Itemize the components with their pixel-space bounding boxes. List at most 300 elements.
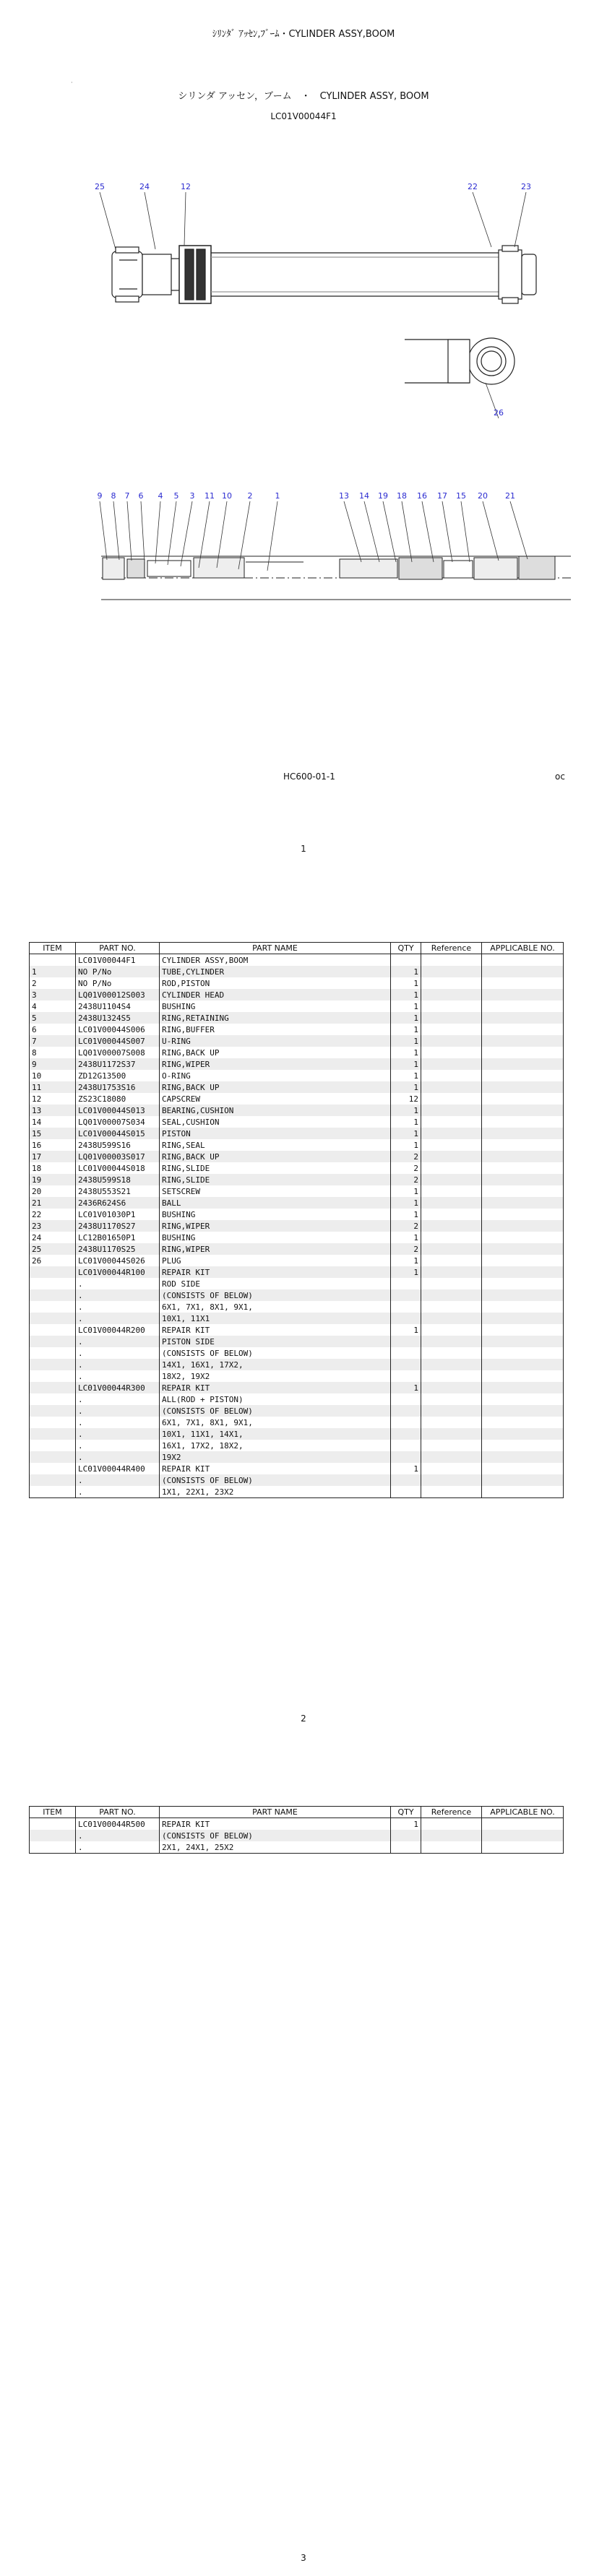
cell-qty	[391, 1301, 421, 1313]
cell-part-no: LC01V00044S007	[76, 1035, 160, 1047]
cell-item: 23	[30, 1220, 76, 1232]
cell-item	[30, 1486, 76, 1498]
cell-item	[30, 1289, 76, 1301]
cell-qty	[391, 1417, 421, 1428]
cell-qty	[391, 1289, 421, 1301]
table-row	[30, 1405, 564, 1417]
table-row	[30, 1024, 564, 1035]
cell-part-no: .	[76, 1841, 160, 1854]
cell-item: 4	[30, 1000, 76, 1012]
cell-reference	[421, 1440, 482, 1451]
cell-part-name: CYLINDER ASSY,BOOM	[160, 954, 391, 967]
cell-reference	[421, 1139, 482, 1151]
callout-number: 25	[95, 182, 105, 191]
callout-number: 14	[359, 491, 369, 501]
cell-applicable-no	[482, 1266, 564, 1278]
cell-reference	[421, 1474, 482, 1486]
cell-reference	[421, 1232, 482, 1243]
cell-reference	[421, 1128, 482, 1139]
cell-part-no: 2438U1170S27	[76, 1220, 160, 1232]
callout-number: 2	[247, 491, 253, 501]
cell-reference	[421, 1243, 482, 1255]
cylinder-section-view	[101, 556, 571, 600]
cell-applicable-no	[482, 1417, 564, 1428]
cell-item: 24	[30, 1232, 76, 1243]
cell-part-name: 19X2	[160, 1451, 391, 1463]
cell-part-no: LQ01V00007S034	[76, 1116, 160, 1128]
callout-leader-line	[100, 501, 107, 560]
cell-part-name: RING,RETAINING	[160, 1012, 391, 1024]
cell-item	[30, 1841, 76, 1854]
cell-part-name: BUSHING	[160, 1000, 391, 1012]
drawing-subtitle: シリンダ アッセン，ブーム ・ CYLINDER ASSY, BOOM	[178, 91, 429, 102]
callout-number: 4	[158, 491, 163, 501]
cell-item: 19	[30, 1174, 76, 1185]
cylinder-end-view	[405, 338, 515, 384]
cell-applicable-no	[482, 1197, 564, 1209]
cell-qty: 2	[391, 1243, 421, 1255]
cell-qty: 2	[391, 1162, 421, 1174]
cell-applicable-no	[482, 1830, 564, 1841]
table-header-row	[30, 1807, 564, 1818]
cell-qty: 1	[391, 1185, 421, 1197]
cell-item	[30, 1324, 76, 1336]
cell-item: 7	[30, 1035, 76, 1047]
callout-leader-line	[344, 501, 361, 562]
cell-item	[30, 1830, 76, 1841]
cell-item: 25	[30, 1243, 76, 1255]
page-number-1: 1	[301, 844, 306, 854]
cell-part-name: PLUG	[160, 1255, 391, 1266]
cell-part-no: .	[76, 1359, 160, 1370]
cell-applicable-no	[482, 1255, 564, 1266]
callout-number: 18	[397, 491, 407, 501]
cell-qty: 1	[391, 1116, 421, 1128]
cell-item	[30, 1428, 76, 1440]
table-row	[30, 1289, 564, 1301]
table-row	[30, 1841, 564, 1854]
cell-applicable-no	[482, 1058, 564, 1070]
table-row	[30, 1093, 564, 1105]
table-row	[30, 1830, 564, 1841]
cell-reference	[421, 1024, 482, 1035]
cell-item	[30, 1278, 76, 1289]
cell-item	[30, 1405, 76, 1417]
cell-part-name: ROD SIDE	[160, 1278, 391, 1289]
cell-reference	[421, 1818, 482, 1831]
callout-leader-line	[141, 501, 145, 562]
cell-applicable-no	[482, 1359, 564, 1370]
assembly-part-code: LC01V00044F1	[270, 111, 337, 121]
cell-qty: 1	[391, 1463, 421, 1474]
cell-part-name: RING,BACK UP	[160, 1151, 391, 1162]
cell-reference	[421, 1382, 482, 1393]
figure-code: HC600-01-1	[283, 771, 335, 782]
table-row	[30, 1451, 564, 1463]
table-row	[30, 1162, 564, 1174]
cell-part-name: REPAIR KIT	[160, 1266, 391, 1278]
cell-reference	[421, 1486, 482, 1498]
cell-part-no: .	[76, 1474, 160, 1486]
callout-number: 17	[437, 491, 447, 501]
header-part-name: PART NAME	[160, 943, 391, 954]
callout-number: 24	[139, 182, 150, 191]
cell-item: 17	[30, 1151, 76, 1162]
cell-applicable-no	[482, 1370, 564, 1382]
cell-item	[30, 1382, 76, 1393]
header-part-name: PART NAME	[160, 1807, 391, 1818]
cell-item: 13	[30, 1105, 76, 1116]
cell-applicable-no	[482, 1301, 564, 1313]
cell-qty	[391, 1393, 421, 1405]
cell-applicable-no	[482, 1324, 564, 1336]
cell-part-no: 2438U1753S16	[76, 1081, 160, 1093]
cell-part-name: BUSHING	[160, 1209, 391, 1220]
cell-qty: 1	[391, 1024, 421, 1035]
cell-qty	[391, 1313, 421, 1324]
cell-part-no: 2438U1324S5	[76, 1012, 160, 1024]
table-row	[30, 1128, 564, 1139]
table-header-row	[30, 943, 564, 954]
cell-applicable-no	[482, 1174, 564, 1185]
cell-reference	[421, 989, 482, 1000]
cell-part-no: 2438U1172S37	[76, 1058, 160, 1070]
cell-reference	[421, 1301, 482, 1313]
cell-part-name: 6X1, 7X1, 8X1, 9X1,	[160, 1301, 391, 1313]
cell-reference	[421, 1278, 482, 1289]
cell-part-name: ALL(ROD + PISTON)	[160, 1393, 391, 1405]
cell-reference	[421, 1058, 482, 1070]
header-item: ITEM	[30, 1807, 76, 1818]
callout-leader-line	[127, 501, 132, 561]
cell-applicable-no	[482, 1289, 564, 1301]
cell-applicable-no	[482, 989, 564, 1000]
cell-part-name: 10X1, 11X1	[160, 1313, 391, 1324]
callout-number: 15	[456, 491, 466, 501]
cell-part-name: O-RING	[160, 1070, 391, 1081]
cell-part-no: .	[76, 1278, 160, 1289]
callout-leader-line	[461, 501, 470, 562]
callout-leader-line	[442, 501, 452, 562]
callout-leader-line	[483, 501, 499, 561]
cell-part-name: REPAIR KIT	[160, 1463, 391, 1474]
cell-part-no: LQ01V00007S008	[76, 1047, 160, 1058]
cell-part-no: LC01V00044R100	[76, 1266, 160, 1278]
table-row	[30, 1417, 564, 1428]
cell-reference	[421, 1370, 482, 1382]
callout-leader-line	[113, 501, 119, 560]
table-row	[30, 977, 564, 989]
cell-part-no: .	[76, 1451, 160, 1463]
cell-applicable-no	[482, 1278, 564, 1289]
cell-reference	[421, 1151, 482, 1162]
cell-qty: 1	[391, 1128, 421, 1139]
cell-item	[30, 954, 76, 967]
cell-item	[30, 1301, 76, 1313]
cell-qty: 1	[391, 1382, 421, 1393]
callout-leader-line	[473, 192, 491, 247]
parts-list-table	[29, 942, 564, 1498]
cell-applicable-no	[482, 1105, 564, 1116]
cell-reference	[421, 1841, 482, 1854]
cell-item	[30, 1336, 76, 1347]
cell-item: 11	[30, 1081, 76, 1093]
cell-item: 20	[30, 1185, 76, 1197]
cell-part-name: BEARING,CUSHION	[160, 1105, 391, 1116]
callout-number: 6	[138, 491, 144, 501]
header-part-no: PART NO.	[76, 943, 160, 954]
callout-leader-line	[145, 192, 155, 249]
callout-number: 7	[124, 491, 130, 501]
header-item: ITEM	[30, 943, 76, 954]
table-row	[30, 966, 564, 977]
cell-part-name: SETSCREW	[160, 1185, 391, 1197]
cell-part-name: BUSHING	[160, 1232, 391, 1243]
cell-part-name: (CONSISTS OF BELOW)	[160, 1347, 391, 1359]
callout-leader-line	[184, 192, 186, 246]
cell-reference	[421, 1081, 482, 1093]
table-row	[30, 1197, 564, 1209]
cell-reference	[421, 1174, 482, 1185]
callout-number: 20	[478, 491, 488, 501]
cell-reference	[421, 1289, 482, 1301]
cell-item: 10	[30, 1070, 76, 1081]
cell-part-no: 2438U1170S25	[76, 1243, 160, 1255]
callout-number: 19	[378, 491, 388, 501]
cell-part-name: (CONSISTS OF BELOW)	[160, 1830, 391, 1841]
cell-qty	[391, 1347, 421, 1359]
cell-qty: 1	[391, 1012, 421, 1024]
cell-reference	[421, 1105, 482, 1116]
cell-part-name: RING,WIPER	[160, 1058, 391, 1070]
cell-reference	[421, 1830, 482, 1841]
header-applicable-no: APPLICABLE NO.	[482, 1807, 564, 1818]
cell-part-name: TUBE,CYLINDER	[160, 966, 391, 977]
table-row	[30, 954, 564, 967]
table-row	[30, 1336, 564, 1347]
cell-applicable-no	[482, 1081, 564, 1093]
table-row	[30, 1393, 564, 1405]
cell-reference	[421, 1255, 482, 1266]
cell-part-name: RING,SEAL	[160, 1139, 391, 1151]
cell-qty: 1	[391, 1266, 421, 1278]
cell-qty: 1	[391, 1255, 421, 1266]
table-row	[30, 1301, 564, 1313]
cell-item: 22	[30, 1209, 76, 1220]
cell-part-no: NO P/No	[76, 966, 160, 977]
callout-number: 8	[111, 491, 116, 501]
cell-part-name: 14X1, 16X1, 17X2,	[160, 1359, 391, 1370]
cell-item: 5	[30, 1012, 76, 1024]
cell-applicable-no	[482, 1336, 564, 1347]
cell-reference	[421, 1266, 482, 1278]
callout-number: 9	[97, 491, 103, 501]
cell-item	[30, 1474, 76, 1486]
cell-qty: 1	[391, 966, 421, 977]
cell-qty: 1	[391, 977, 421, 989]
cell-reference	[421, 1209, 482, 1220]
cell-part-no: LC01V01030P1	[76, 1209, 160, 1220]
cell-part-name: REPAIR KIT	[160, 1324, 391, 1336]
cell-part-no: .	[76, 1347, 160, 1359]
cell-reference	[421, 1000, 482, 1012]
header-qty: QTY	[391, 943, 421, 954]
cell-qty: 1	[391, 1105, 421, 1116]
cell-part-no: LC01V00044F1	[76, 954, 160, 967]
cell-reference	[421, 1463, 482, 1474]
callout-leader-line	[383, 501, 396, 562]
table-row	[30, 1012, 564, 1024]
cell-part-name: RING,WIPER	[160, 1243, 391, 1255]
cell-qty: 1	[391, 1232, 421, 1243]
cell-part-name: 10X1, 11X1, 14X1,	[160, 1428, 391, 1440]
cell-qty: 1	[391, 1324, 421, 1336]
table-row	[30, 1105, 564, 1116]
cell-qty: 1	[391, 1058, 421, 1070]
cell-qty	[391, 1841, 421, 1854]
cell-item	[30, 1370, 76, 1382]
cell-part-no: LC01V00044S006	[76, 1024, 160, 1035]
page-number-3: 3	[301, 2553, 306, 2563]
cell-part-name: 18X2, 19X2	[160, 1370, 391, 1382]
cell-applicable-no	[482, 1474, 564, 1486]
table-row	[30, 1255, 564, 1266]
cell-part-name: U-RING	[160, 1035, 391, 1047]
cell-part-no: 2438U1104S4	[76, 1000, 160, 1012]
cell-part-no: 2438U599S18	[76, 1174, 160, 1185]
table-row	[30, 1243, 564, 1255]
table-row	[30, 1174, 564, 1185]
cell-applicable-no	[482, 1012, 564, 1024]
cell-qty	[391, 1428, 421, 1440]
callout-number: 11	[205, 491, 215, 501]
table-row	[30, 989, 564, 1000]
table-row	[30, 1209, 564, 1220]
callout-leader-line	[155, 501, 160, 563]
cell-qty: 1	[391, 1047, 421, 1058]
cell-part-name: RING,WIPER	[160, 1220, 391, 1232]
cell-part-name: RING,SLIDE	[160, 1174, 391, 1185]
document-title: ｼﾘﾝﾀﾞ ｱｯｾﾝ,ﾌﾞｰﾑ・CYLINDER ASSY,BOOM	[212, 29, 395, 40]
table-row	[30, 1818, 564, 1831]
cell-qty: 1	[391, 1035, 421, 1047]
header-qty: QTY	[391, 1807, 421, 1818]
cell-qty: 1	[391, 1000, 421, 1012]
cell-reference	[421, 1116, 482, 1128]
cell-part-no: .	[76, 1301, 160, 1313]
cell-part-no: LC01V00044S013	[76, 1105, 160, 1116]
cell-part-no: LC01V00044S018	[76, 1162, 160, 1174]
cell-qty: 1	[391, 1081, 421, 1093]
cell-qty: 12	[391, 1093, 421, 1105]
cell-item	[30, 1818, 76, 1831]
cell-applicable-no	[482, 977, 564, 989]
cell-item: 8	[30, 1047, 76, 1058]
cell-item	[30, 1463, 76, 1474]
cell-item: 9	[30, 1058, 76, 1070]
cell-item: 16	[30, 1139, 76, 1151]
cell-applicable-no	[482, 1405, 564, 1417]
cell-item: 14	[30, 1116, 76, 1128]
cell-applicable-no	[482, 1070, 564, 1081]
table-row	[30, 1266, 564, 1278]
cell-qty: 1	[391, 1209, 421, 1220]
cell-reference	[421, 1035, 482, 1047]
cell-part-name: CAPSCREW	[160, 1093, 391, 1105]
cell-qty	[391, 1405, 421, 1417]
callout-number: 5	[173, 491, 179, 501]
cell-reference	[421, 1162, 482, 1174]
cell-reference	[421, 1185, 482, 1197]
cell-part-no: LC01V00044R300	[76, 1382, 160, 1393]
cell-reference	[421, 1070, 482, 1081]
table-row	[30, 1081, 564, 1093]
cell-part-name: RING,BACK UP	[160, 1081, 391, 1093]
cell-part-name: REPAIR KIT	[160, 1382, 391, 1393]
cell-qty	[391, 1486, 421, 1498]
table-row	[30, 1370, 564, 1382]
cell-part-no: .	[76, 1370, 160, 1382]
cell-qty	[391, 1474, 421, 1486]
cell-part-name: PISTON SIDE	[160, 1336, 391, 1347]
cell-item	[30, 1266, 76, 1278]
cell-qty: 2	[391, 1174, 421, 1185]
cell-part-no: 2438U553S21	[76, 1185, 160, 1197]
cell-applicable-no	[482, 1047, 564, 1058]
cell-applicable-no	[482, 1220, 564, 1232]
cell-item: 26	[30, 1255, 76, 1266]
cell-item: 3	[30, 989, 76, 1000]
cell-reference	[421, 1220, 482, 1232]
parts-list-table-continued	[29, 1806, 564, 1854]
cell-qty	[391, 1278, 421, 1289]
cell-part-no: LC01V00044R400	[76, 1463, 160, 1474]
table-row	[30, 1382, 564, 1393]
cell-applicable-no	[482, 1139, 564, 1151]
cell-part-no: 2436R624S6	[76, 1197, 160, 1209]
table-row	[30, 1313, 564, 1324]
cell-item	[30, 1347, 76, 1359]
cell-part-no: ZS23C18080	[76, 1093, 160, 1105]
table-row	[30, 1139, 564, 1151]
cell-reference	[421, 1451, 482, 1463]
cell-applicable-no	[482, 1232, 564, 1243]
cell-part-name: (CONSISTS OF BELOW)	[160, 1289, 391, 1301]
table-row	[30, 1035, 564, 1047]
cell-applicable-no	[482, 1313, 564, 1324]
callout-number: 21	[505, 491, 515, 501]
cell-part-no: .	[76, 1440, 160, 1451]
table-row	[30, 1463, 564, 1474]
cell-item	[30, 1393, 76, 1405]
header-reference: Reference	[421, 1807, 482, 1818]
cell-item: 18	[30, 1162, 76, 1174]
cell-part-no: .	[76, 1428, 160, 1440]
cell-reference	[421, 966, 482, 977]
cell-part-name: 1X1, 22X1, 23X2	[160, 1486, 391, 1498]
callout-number: 13	[339, 491, 349, 501]
table-row	[30, 1486, 564, 1498]
table-row	[30, 1347, 564, 1359]
table-row	[30, 1278, 564, 1289]
table-row	[30, 1000, 564, 1012]
table-row	[30, 1359, 564, 1370]
cell-qty	[391, 1451, 421, 1463]
cell-applicable-no	[482, 1451, 564, 1463]
cell-part-name: RING,SLIDE	[160, 1162, 391, 1174]
cell-applicable-no	[482, 1428, 564, 1440]
exploded-drawing	[0, 0, 607, 766]
